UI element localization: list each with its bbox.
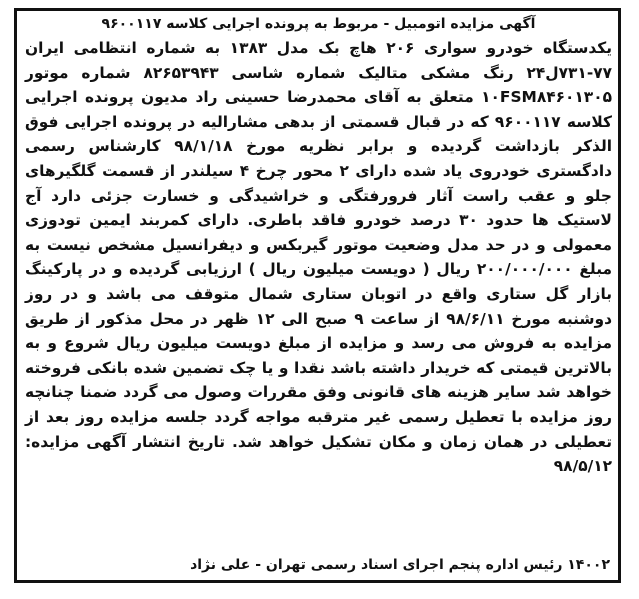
auction-notice	[14, 8, 621, 583]
notice-title: آگهی مزایده اتومبیل - مربوط به پرونده اجرایی کلاسه ۹۶۰۰۱۱۷	[101, 16, 536, 32]
notice-footer: ۱۴۰۰۲ رئیس اداره پنجم اجرای اسناد رسمی تهران - علی نژاد	[190, 557, 610, 573]
notice-body: یکدستگاه خودرو سواری ۲۰۶ هاچ بک مدل ۱۳۸۳ به شماره انتظامی ایران ۷۷-۷۳۱ل۲۴ رنگ مشکی متالیک شماره شاسی ۸۲۶۵۳۹۴۳ شماره موتور ۱۰FSM۸۴۶۰۱۳۰۵ متعلق به آقای محمدرضا حسینی راد مدیون پرونده اجرایی کلاسه ۹۶۰۰۱۱۷ که در قبال قسمتی از بدهی مشارالیه در پرونده اجرایی فوق الذکر بازداشت گردیده و برابر نظریه مورخ ۹۸/۱/۱۸ کارشناس رسمی دادگستری خودروی یاد شده دارای ۲ محور چرخ ۴ سیلندر از قسمت گلگیرهای جلو و عقب راست آثار فرورفتگی و خراشیدگی و خسارت جزئی دارد آج لاستیک ها حدود ۳۰ درصد خودرو فاقد باطری. دارای کمربند ایمین تودوزی معمولی و در حد مدل وضعیت موتور گیربکس و دیفرانسیل مشخص نیست به مبلغ ۲۰۰/۰۰۰/۰۰۰ ریال ( دویست میلیون ریال ) ارزیابی گردیده و در پارکینگ بازار گل ستاری واقع در اتوبان ستاری شمال متوقف می باشد و در روز دوشنبه مورخ ۹۸/۶/۱۱ از ساعت ۹ صبح الی ۱۲ ظهر در محل مذکور از طریق مزایده به فروش می رسد و مزایده از مبلغ دویست میلیون ریال شروع و به بالاترین قیمتی که خریدار داشته باشد نقدا و یا چک تضمین شده بانکی فروخته خواهد شد سایر هزینه های قانونی وفق مقررات وصول می گردد ضمنا چنانچه روز مزایده با تعطیل رسمی غیر مترقبه مواجه گردد جلسه مزایده روز بعد از تعطیلی در همان زمان و مکان تشکیل خواهد شد. تاریخ انتشار آگهی مزایده: ۹۸/۵/۱۲	[25, 39, 613, 476]
